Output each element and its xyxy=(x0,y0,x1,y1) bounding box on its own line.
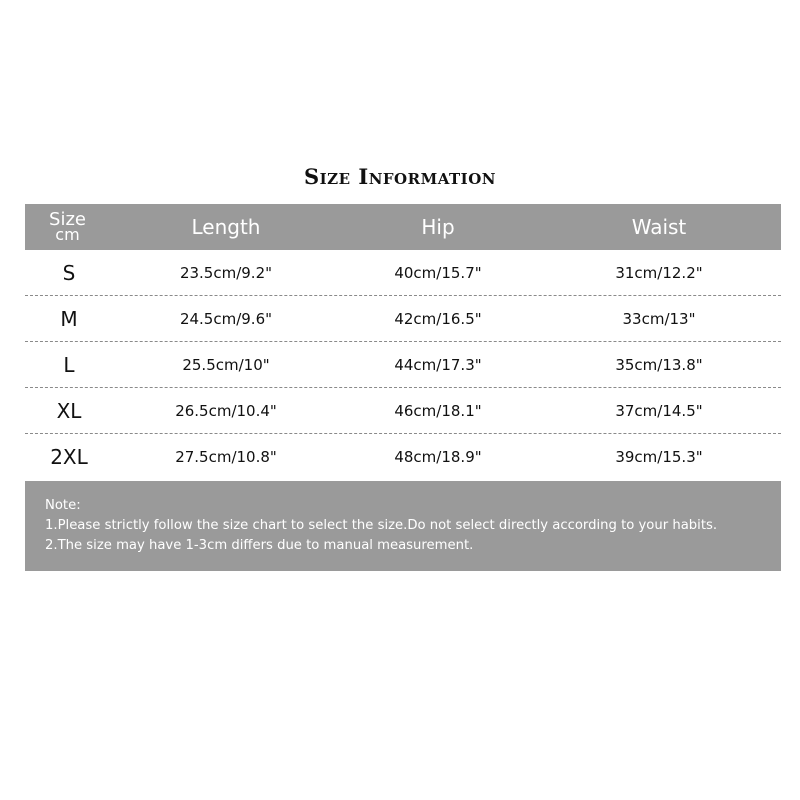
page-title: Size Information xyxy=(304,164,496,189)
length-cell: 26.5cm/10.4" xyxy=(175,401,277,420)
header-waist: Waist xyxy=(631,215,687,239)
header-hip: Hip xyxy=(421,215,455,239)
size-chart-table xyxy=(25,204,781,480)
length-cell: 25.5cm/10" xyxy=(182,355,270,374)
hip-cell: 46cm/18.1" xyxy=(394,401,482,420)
waist-cell: 37cm/14.5" xyxy=(615,401,703,420)
header-size-unit: cm xyxy=(55,225,80,244)
size-cell: L xyxy=(63,352,75,377)
note-line-2: 2.The size may have 1-3cm differs due to manual measurement. xyxy=(45,538,474,553)
size-cell: S xyxy=(62,260,76,285)
header-size xyxy=(25,209,113,244)
hip-cell: 48cm/18.9" xyxy=(394,448,482,466)
table-row xyxy=(25,434,781,480)
note-heading: Note: xyxy=(45,498,81,513)
header-length: Length xyxy=(191,215,261,239)
table-row xyxy=(25,342,781,388)
table-row xyxy=(25,250,781,296)
table-row xyxy=(25,388,781,434)
length-cell: 23.5cm/9.2" xyxy=(179,263,273,282)
note-box xyxy=(25,481,781,571)
waist-cell: 39cm/15.3" xyxy=(615,448,703,466)
size-cell: 2XL xyxy=(50,445,88,469)
header-size-label: Size xyxy=(49,209,86,230)
waist-cell: 33cm/13" xyxy=(622,309,696,328)
size-cell: XL xyxy=(56,398,82,423)
hip-cell: 40cm/15.7" xyxy=(394,263,482,282)
table-header xyxy=(25,204,781,250)
hip-cell: 44cm/17.3" xyxy=(394,355,482,374)
length-cell: 24.5cm/9.6" xyxy=(179,309,273,328)
length-cell: 27.5cm/10.8" xyxy=(175,448,277,466)
note-line-1: 1.Please strictly follow the size chart to select the size.Do not select directly according to your habits. xyxy=(45,518,718,533)
hip-cell: 42cm/16.5" xyxy=(394,309,482,328)
waist-cell: 35cm/13.8" xyxy=(615,355,703,374)
waist-cell: 31cm/12.2" xyxy=(615,263,703,282)
size-cell: M xyxy=(60,306,78,331)
table-row xyxy=(25,296,781,342)
